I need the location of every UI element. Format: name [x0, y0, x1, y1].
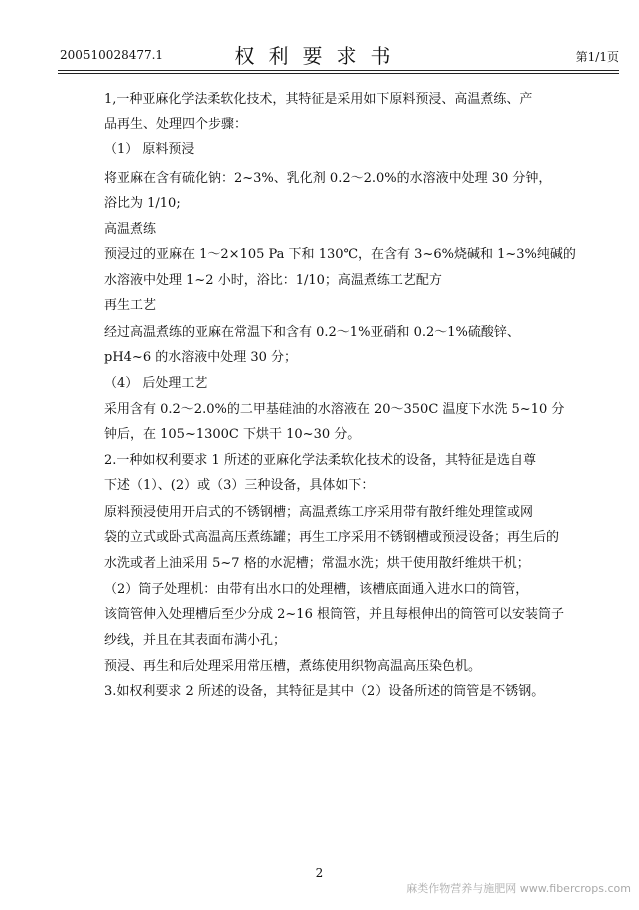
header-rule-thin: [58, 73, 619, 74]
claims-line: 经过高温煮练的亚麻在常温下和含有 0.2～1%亚硝和 0.2～1%硫酸锌、: [104, 325, 520, 340]
claims-line: （4） 后处理工艺: [104, 376, 208, 391]
claims-line: 下述（1）、(2）或（3）三种设备，具体如下：: [104, 478, 375, 493]
page-indicator: 第1/1页: [575, 50, 619, 64]
claims-line: 3.如权利要求 2 所述的设备，其特征是其中（2）设备所述的筒管是不锈钢。: [104, 684, 545, 699]
claims-line: 采用含有 0.2～2.0%的二甲基硅油的水溶液在 20～350C 温度下水洗 5~10 分: [104, 402, 565, 417]
claims-line: 高温煮练: [104, 222, 157, 237]
claims-line: （1） 原料预浸: [104, 142, 195, 157]
claims-line: 1,一种亚麻化学法柔软化技术，其特征是采用如下原料预浸、高温煮练、产: [104, 92, 533, 107]
claims-line: 水洗或者上油采用 5~7 格的水泥槽；常温水洗；烘干使用散纤维烘干机；: [104, 556, 530, 571]
claims-line: 2.一种如权利要求 1 所述的亚麻化学法柔软化技术的设备，其特征是选自尊: [104, 453, 536, 468]
claims-line: 原料预浸使用开启式的不锈钢槽；高温煮练工序采用带有散纤维处理筐或网: [104, 505, 534, 520]
claims-line: 水溶液中处理 1~2 小时，浴比：1/10；高温煮练工艺配方: [104, 273, 442, 288]
watermark: 麻类作物营养与施肥网 www.fibercrops.com: [406, 882, 631, 895]
claims-line: 纱线，并且在其表面布满小孔；: [104, 633, 287, 648]
claims-line: 再生工艺: [104, 298, 157, 313]
claims-line: （2）筒子处理机：由带有出水口的处理槽，该槽底面通入进水口的筒管，: [104, 582, 529, 597]
claims-line: 预浸过的亚麻在 1～2×105 Pa 下和 130℃，在含有 3~6%烧碱和 1~3%纯碱的: [104, 247, 576, 262]
claims-line: 钟后，在 105~1300C 下烘干 10~30 分。: [104, 427, 361, 442]
page-number: 2: [315, 866, 324, 880]
claims-line: 品再生、处理四个步骤：: [104, 117, 248, 132]
claims-line: pH4~6 的水溶液中处理 30 分；: [104, 350, 298, 365]
claims-line: 将亚麻在含有硫化钠：2~3%、乳化剂 0.2～2.0%的水溶液中处理 30 分钟，: [104, 171, 552, 186]
claims-line: 浴比为 1/10;: [104, 196, 181, 211]
claims-line: 预浸、再生和后处理采用常压槽，煮练使用织物高温高压染色机。: [104, 659, 482, 674]
document-number: 200510028477.1: [60, 48, 164, 62]
claims-line: 该筒管伸入处理槽后至少分成 2~16 根筒管，并且每根伸出的筒管可以安装筒子: [104, 607, 564, 622]
page-title: 权利要求书: [234, 44, 405, 68]
claims-line: 袋的立式或卧式高温高压煮练罐；再生工序采用不锈钢槽或预浸设备；再生后的: [104, 530, 560, 545]
header-rule-thick: [58, 70, 619, 71]
